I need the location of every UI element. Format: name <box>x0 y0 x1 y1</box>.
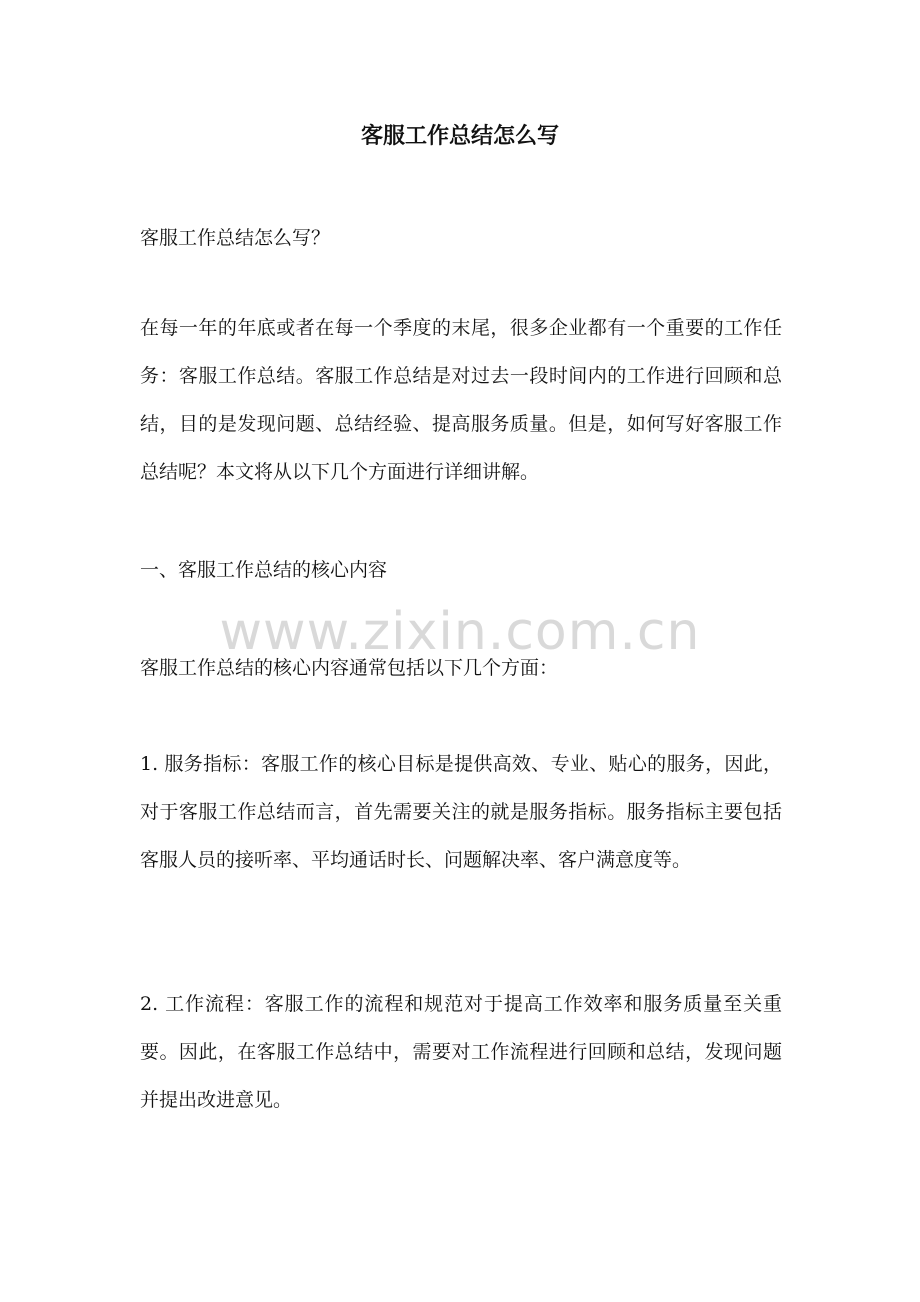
list-item-service-metrics: 1. 服务指标：客服工作的核心目标是提供高效、专业、贴心的服务，因此，对于客服工作总结而言，首先需要关注的就是服务指标。服务指标主要包括客服人员的接听率、平均通话时长、问题解决率、客户满意度等。 <box>140 753 782 871</box>
watermark: www.zixin.com.cn <box>219 602 701 662</box>
section-heading: 一、客服工作总结的核心内容 <box>140 559 388 581</box>
list-item-workflow: 2. 工作流程：客服工作的流程和规范对于提高工作效率和服务质量至关重要。因此，在客服工作总结中，需要对工作流程进行回顾和总结，发现问题并提出改进意见。 <box>140 993 782 1111</box>
intro-paragraph: 在每一年的年底或者在每一个季度的末尾，很多企业都有一个重要的工作任务：客服工作总结。客服工作总结是对过去一段时间内的工作进行回顾和总结，目的是发现问题、总结经验、提高服务质量。但是，如何写好客服工作总结呢？本文将从以下几个方面进行详细讲解。 <box>140 317 782 483</box>
section-intro-paragraph: 客服工作总结的核心内容通常包括以下几个方面： <box>140 657 559 679</box>
document-title: 客服工作总结怎么写 <box>360 123 559 149</box>
question-paragraph: 客服工作总结怎么写？ <box>140 227 331 249</box>
